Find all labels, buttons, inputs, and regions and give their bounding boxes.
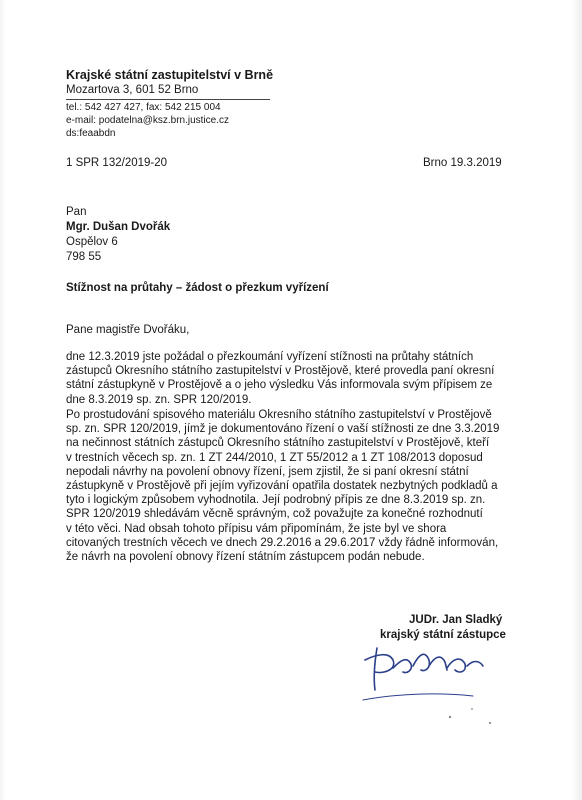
organization-address: Mozartova 3, 601 52 Brno	[66, 84, 199, 96]
header-divider	[66, 99, 270, 100]
paper-speck-marks	[430, 695, 510, 735]
paragraph-line: dne 8.3.2019 sp. zn. SPR 120/2019.	[66, 393, 252, 406]
paragraph-line: v této věci. Nad obsah tohoto přípisu vám připomínám, že jste byl ve shora	[66, 522, 447, 535]
paragraph-line: nepodali návrhy na povolení obnovy řízení, jsem zjistil, že si paní okresní státní	[66, 465, 469, 478]
paragraph-line: zástupkyně v Prostějově při jejím vyřizování opatřila dostatek nezbytných podkladů a	[66, 480, 498, 493]
body-paragraph-1	[66, 350, 510, 407]
paragraph-line: státní zástupkyně v Prostějově a o jeho výsledku Vás informovala svým přípisem ze	[66, 379, 493, 392]
paragraph-line: tyto i logickým způsobem vyhodnotila. Její podrobný přípis ze dne 8.3.2019 sp. zn.	[66, 494, 486, 507]
paragraph-line: Po prostudování spisového materiálu Okresního státního zastupitelství v Prostějově	[66, 409, 492, 421]
paragraph-line: na nečinnost státních zástupců Okresního státního zastupitelství v Prostějově, kteří	[66, 437, 490, 450]
contact-phone-fax: tel.: 542 427 427, fax: 542 215 004	[66, 102, 221, 113]
paragraph-line: zástupců Okresního státního zastupitelství v Prostějově, které provedla paní okresní	[66, 365, 495, 378]
greeting: Pane magistře Dvořáku,	[66, 324, 190, 336]
recipient-salutation: Pan	[66, 206, 87, 218]
signatory-name: JUDr. Jan Sladký	[409, 614, 503, 626]
paragraph-line: že návrh na povolení obnovy řízení státním zástupcem podán nebude.	[66, 551, 425, 564]
recipient-address	[66, 205, 170, 265]
paragraph-line: citovaných trestních věcech ve dnech 29.2.2016 a 29.6.2017 vždy řádně informován,	[66, 536, 499, 549]
paragraph-line: sp. zn. SPR 120/2019, jímž je dokumentováno řízení o vaší stížnosti ze dne 3.3.2019	[66, 423, 500, 436]
recipient-postcode: 798 55	[66, 251, 102, 263]
reference-number: 1 SPR 132/2019-20	[66, 157, 168, 169]
contact-email: e-mail: podatelna@ksz.brn.justice.cz	[66, 115, 229, 126]
contact-block	[66, 101, 229, 140]
body-paragraph-2	[66, 408, 510, 564]
recipient-street: Ospělov 6	[66, 236, 118, 248]
recipient-name: Mgr. Dušan Dvořák	[66, 221, 171, 233]
letter-subject: Stížnost na průtahy – žádost o přezkum vyřízení	[66, 282, 329, 294]
contact-databox: ds:feaabdn	[66, 128, 116, 139]
paragraph-line: SPR 120/2019 shledávám věcně správným, což považujte za konečné rozhodnutí	[66, 508, 483, 521]
letter-date: Brno 19.3.2019	[423, 157, 502, 169]
paragraph-line: v trestních věcech sp. zn. 1 ZT 244/2010, 1 ZT 55/2012 a 1 ZT 108/2013 doposud	[66, 451, 483, 464]
paragraph-line: dne 12.3.2019 jste požádal o přezkoumání vyřízení stížnosti na průtahy státních	[66, 351, 474, 363]
organization-name: Krajské státní zastupitelství v Brně	[66, 68, 274, 82]
signatory-title: krajský státní zástupce	[380, 629, 506, 641]
